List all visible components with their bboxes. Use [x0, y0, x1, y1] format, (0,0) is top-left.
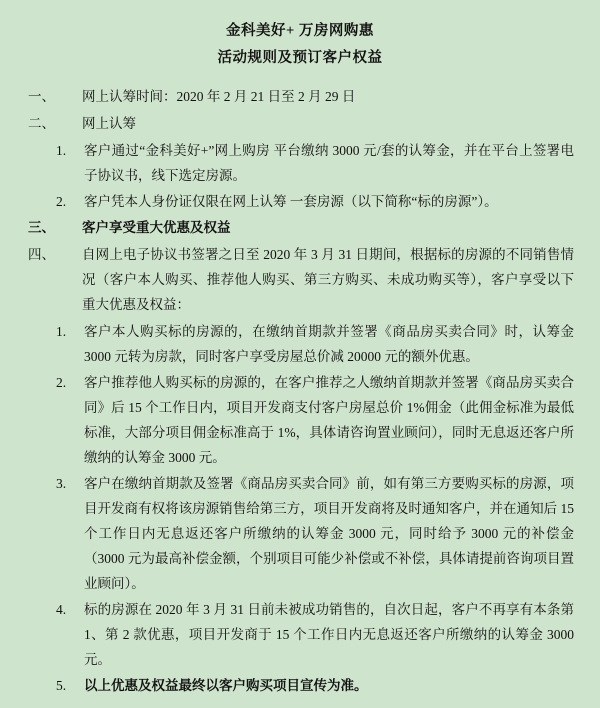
section-4-marker: 四、	[28, 247, 55, 262]
document-title	[26, 18, 574, 72]
section-1	[26, 84, 574, 109]
list-item	[56, 138, 574, 188]
list-item-text: 客户在缴纳首期款及签署《商品房买卖合同》前，如有第三方要购买标的房源，项目开发商有权将该房源销售给第三方，项目开发商将及时通知客户，并在通知后 15 个工作日内无息返还客户所缴纳的认筹金 3000 元，同时给予 3000 元的补偿金（3000 元为最高补偿金额，个别项目可能少补偿或不补偿，具体请提前咨询项目置业顾问）。	[84, 476, 574, 591]
section-2-marker: 二、	[28, 116, 55, 131]
list-item-text: 客户本人购买标的房源的，在缴纳首期款并签署《商品房买卖合同》时，认筹金 3000 元转为房款，同时客户享受房屋总价减 20000 元的额外优惠。	[84, 324, 574, 364]
list-item-marker: 4.	[56, 602, 67, 617]
list-item-text: 标的房源在 2020 年 3 月 31 日前未被成功销售的，自次日起，客户不再享有本条第 1、第 2 款优惠，项目开发商于 15 个工作日内无息返还客户所缴纳的认筹金 3000 元。	[84, 602, 574, 667]
list-item-text: 以上优惠及权益最终以客户购买项目宣传为准。	[84, 678, 368, 693]
list-item	[56, 471, 574, 596]
list-item-marker: 1.	[56, 324, 67, 339]
document-body	[26, 84, 574, 698]
title-line-1: 金科美好+ 万房网购惠	[226, 23, 374, 39]
section-3-text: 客户享受重大优惠及权益	[82, 220, 231, 235]
list-item-text: 客户推荐他人购买标的房源的，在客户推荐之人缴纳首期款并签署《商品房买卖合同》后 15 个工作日内，项目开发商支付客户房屋总价 1%佣金（此佣金标准为最低标准，大部分项目佣金标准高于 1%，具体请咨询置业顾问），同时无息返还客户所缴纳的认筹金 3000 元。	[84, 375, 574, 465]
section-4-text: 自网上电子协议书签署之日至 2020 年 3 月 31 日期间，根据标的房源的不同销售情况（客户本人购买、推荐他人购买、第三方购买、未成功购买等），客户享受以下重大优惠及权益：	[82, 247, 574, 312]
list-item-marker: 5.	[56, 678, 67, 693]
list-item	[56, 189, 574, 214]
list-item-marker: 1.	[56, 143, 67, 158]
section-3	[26, 215, 574, 240]
section-2	[26, 111, 574, 136]
list-item-marker: 2.	[56, 375, 67, 390]
list-item	[56, 370, 574, 470]
section-1-text: 网上认筹时间：2020 年 2 月 21 日至 2 月 29 日	[82, 89, 356, 104]
list-item-marker: 3.	[56, 476, 67, 491]
list-item-text: 客户通过“金科美好+”网上购房 平台缴纳 3000 元/套的认筹金，并在平台上签署电子协议书，线下选定房源。	[84, 143, 574, 183]
list-item	[56, 319, 574, 369]
list-item	[56, 597, 574, 672]
section-1-marker: 一、	[28, 89, 55, 104]
section-3-marker: 三、	[28, 220, 55, 235]
section-4	[26, 242, 574, 317]
list-item	[56, 673, 574, 698]
section-2-text: 网上认筹	[82, 116, 136, 131]
list-item-marker: 2.	[56, 194, 67, 209]
title-line-2: 活动规则及预订客户权益	[217, 50, 383, 66]
list-item-text: 客户凭本人身份证仅限在网上认筹 一套房源（以下简称“标的房源”）。	[84, 194, 498, 209]
